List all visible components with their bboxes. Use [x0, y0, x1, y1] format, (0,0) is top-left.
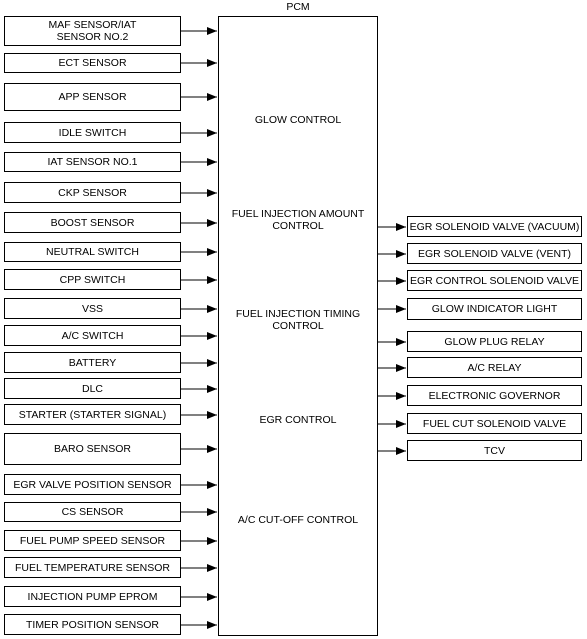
output-box: TCV [407, 440, 582, 461]
input-box: INJECTION PUMP EPROM [4, 586, 181, 607]
input-box: FUEL PUMP SPEED SENSOR [4, 530, 181, 551]
input-box: IAT SENSOR NO.1 [4, 152, 181, 172]
output-box: GLOW PLUG RELAY [407, 331, 582, 352]
pcm-function-fuel-injection-amount: FUEL INJECTION AMOUNT CONTROL [231, 208, 365, 232]
pcm-title: PCM [286, 1, 310, 13]
output-box: EGR SOLENOID VALVE (VENT) [407, 243, 582, 264]
output-box: A/C RELAY [407, 357, 582, 378]
output-box: GLOW INDICATOR LIGHT [407, 298, 582, 320]
input-box: STARTER (STARTER SIGNAL) [4, 404, 181, 425]
pcm-function-fuel-injection-timing: FUEL INJECTION TIMING CONTROL [235, 308, 361, 332]
input-box: BARO SENSOR [4, 433, 181, 465]
input-box: A/C SWITCH [4, 325, 181, 346]
input-box: FUEL TEMPERATURE SENSOR [4, 557, 181, 578]
input-box: BATTERY [4, 352, 181, 373]
output-box: ELECTRONIC GOVERNOR [407, 385, 582, 406]
input-box: BOOST SENSOR [4, 212, 181, 233]
input-box: ECT SENSOR [4, 53, 181, 73]
output-box: EGR SOLENOID VALVE (VACUUM) [407, 216, 582, 237]
input-box: EGR VALVE POSITION SENSOR [4, 474, 181, 495]
output-box: EGR CONTROL SOLENOID VALVE [407, 270, 582, 291]
input-box: TIMER POSITION SENSOR [4, 614, 181, 635]
pcm-function-glow-control: GLOW CONTROL [254, 114, 342, 126]
input-box: IDLE SWITCH [4, 122, 181, 143]
input-box: DLC [4, 378, 181, 399]
input-box: NEUTRAL SWITCH [4, 242, 181, 262]
input-box: CS SENSOR [4, 502, 181, 522]
pcm-function-egr-control: EGR CONTROL [259, 414, 337, 426]
input-box: CKP SENSOR [4, 182, 181, 203]
input-box: VSS [4, 298, 181, 319]
input-box: APP SENSOR [4, 83, 181, 111]
pcm-function-ac-cutoff: A/C CUT-OFF CONTROL [237, 514, 359, 526]
input-box: MAF SENSOR/IAT SENSOR NO.2 [4, 16, 181, 46]
input-box: CPP SWITCH [4, 269, 181, 290]
output-box: FUEL CUT SOLENOID VALVE [407, 413, 582, 434]
